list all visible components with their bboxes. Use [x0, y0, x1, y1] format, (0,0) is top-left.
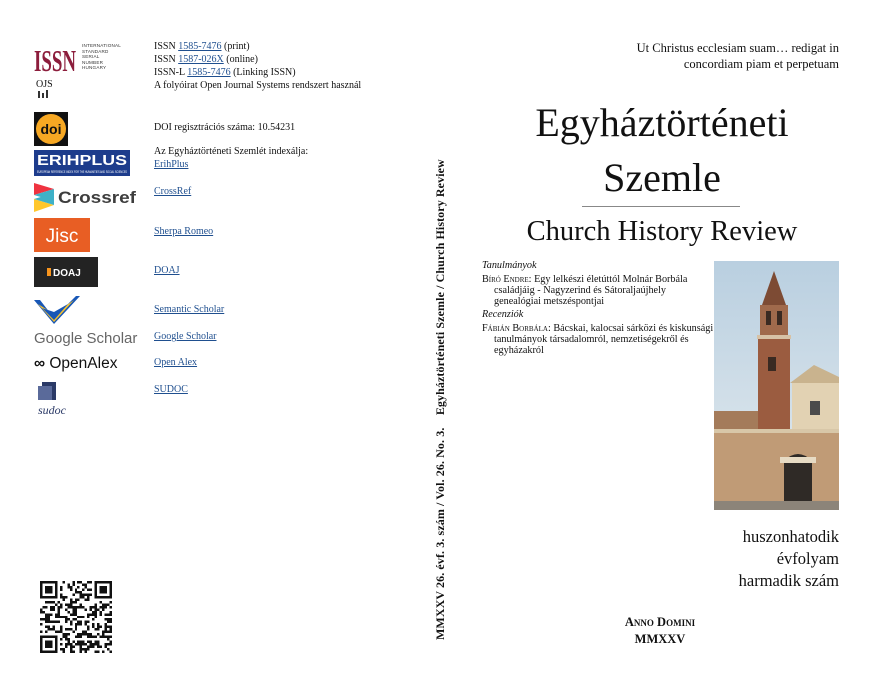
doaj-logo: [34, 257, 98, 287]
ojs-note: A folyóirat Open Journal Systems rendszert használ: [154, 80, 362, 91]
crossref-logo: [34, 181, 138, 213]
svg-text:Crossref: Crossref: [58, 188, 137, 207]
anno-domini: Anno Domini MMXXV: [624, 615, 696, 646]
google-scholar-logo: Google Scholar: [34, 330, 138, 347]
toc-author: Bíró Endre:: [482, 274, 532, 285]
journal-title-line2: Szemle: [603, 155, 721, 200]
issn-info: [154, 40, 361, 92]
table-of-contents: [482, 260, 714, 356]
link-erihplus[interactable]: ErihPlus: [154, 159, 189, 170]
issn-logo-text: ISSN: [34, 43, 76, 75]
link-crossref[interactable]: CrossRef: [154, 186, 192, 197]
journal-title-line1: Egyháztörténeti: [535, 100, 789, 145]
svg-text:EUROPEAN REFERENCE INDEX FOR T: EUROPEAN REFERENCE INDEX FOR THE HUMANITIES AND SOCIAL SCIENCES: [37, 169, 128, 174]
motto: Ut Christus ecclesiam suam… redigat in concordiam piam et perpetuam: [636, 41, 839, 71]
semantic-scholar-logo: [34, 294, 82, 330]
issn-logo: [34, 43, 76, 75]
link-sherpa-romeo[interactable]: Sherpa Romeo: [154, 226, 214, 237]
toc-section-reviews: Recenziók: [482, 309, 524, 320]
link-semantic-scholar[interactable]: Semantic Scholar: [154, 304, 225, 315]
doi-logo: [34, 112, 68, 146]
qr-code: [40, 581, 112, 653]
issn-print-link[interactable]: 1585-7476: [178, 41, 222, 52]
svg-text:ERIHPLUS: ERIHPLUS: [37, 152, 127, 169]
toc-entry: Bíró Endre: Egy lelkészi életúttól Molnár Borbála családjáig - Nagyzerind és Sátoraljaújhely genealógiai metszéspontjai: [482, 274, 688, 307]
title-divider: [582, 206, 740, 207]
indexing-heading: Az Egyháztörténeti Szemlét indexálja:: [154, 146, 309, 157]
svg-text:sudoc: sudoc: [38, 403, 66, 417]
sudoc-logo: [34, 382, 78, 418]
link-sudoc[interactable]: SUDOC: [154, 384, 188, 395]
spine-text: MMXXV 26. évf. 3. szám / Vol. 26. No. 3. Egyháztörténeti Szemle / Church History Review: [433, 159, 447, 640]
openalex-logo: ∞ OpenAlex: [34, 355, 118, 372]
erihplus-logo: [34, 150, 130, 176]
ojs-logo: OJS: [36, 80, 58, 99]
svg-text:doi: doi: [40, 121, 62, 137]
jisc-logo: [34, 218, 90, 252]
toc-entry: Fábián Borbála: Bácskai, kalocsai sárközi és kiskunsági tanulmányok társadalomról, nemzetiségekről és egyházakról: [482, 323, 714, 356]
journal-subtitle: Church History Review: [526, 216, 798, 247]
church-tower-photo: [714, 261, 839, 510]
toc-section-studies: Tanulmányok: [482, 260, 537, 271]
link-google-scholar[interactable]: Google Scholar: [154, 331, 217, 342]
issn-online: ISSN 1587-026X (online): [154, 54, 258, 65]
doi-text: DOI regisztrációs száma: 10.54231: [154, 122, 296, 133]
svg-text:DOAJ: DOAJ: [53, 268, 81, 279]
link-doaj[interactable]: DOAJ: [154, 265, 180, 276]
volume-text: huszonhatodik évfolyam harmadik szám: [738, 527, 839, 590]
toc-author: Fábián Borbála:: [482, 323, 551, 334]
issn-linking: ISSN-L 1585-7476 (Linking ISSN): [154, 67, 296, 78]
svg-text:Jisc: Jisc: [45, 226, 79, 247]
issn-logo-caption: INTERNATIONAL STANDARD SERIAL NUMBER HUNGARY: [82, 43, 122, 71]
issn-online-link[interactable]: 1587-026X: [178, 54, 224, 65]
issn-print: ISSN 1585-7476 (print): [154, 41, 250, 52]
issn-linking-link[interactable]: 1585-7476: [187, 67, 231, 78]
openalex-icon: ∞: [34, 355, 46, 372]
link-openalex[interactable]: Open Alex: [154, 357, 198, 368]
